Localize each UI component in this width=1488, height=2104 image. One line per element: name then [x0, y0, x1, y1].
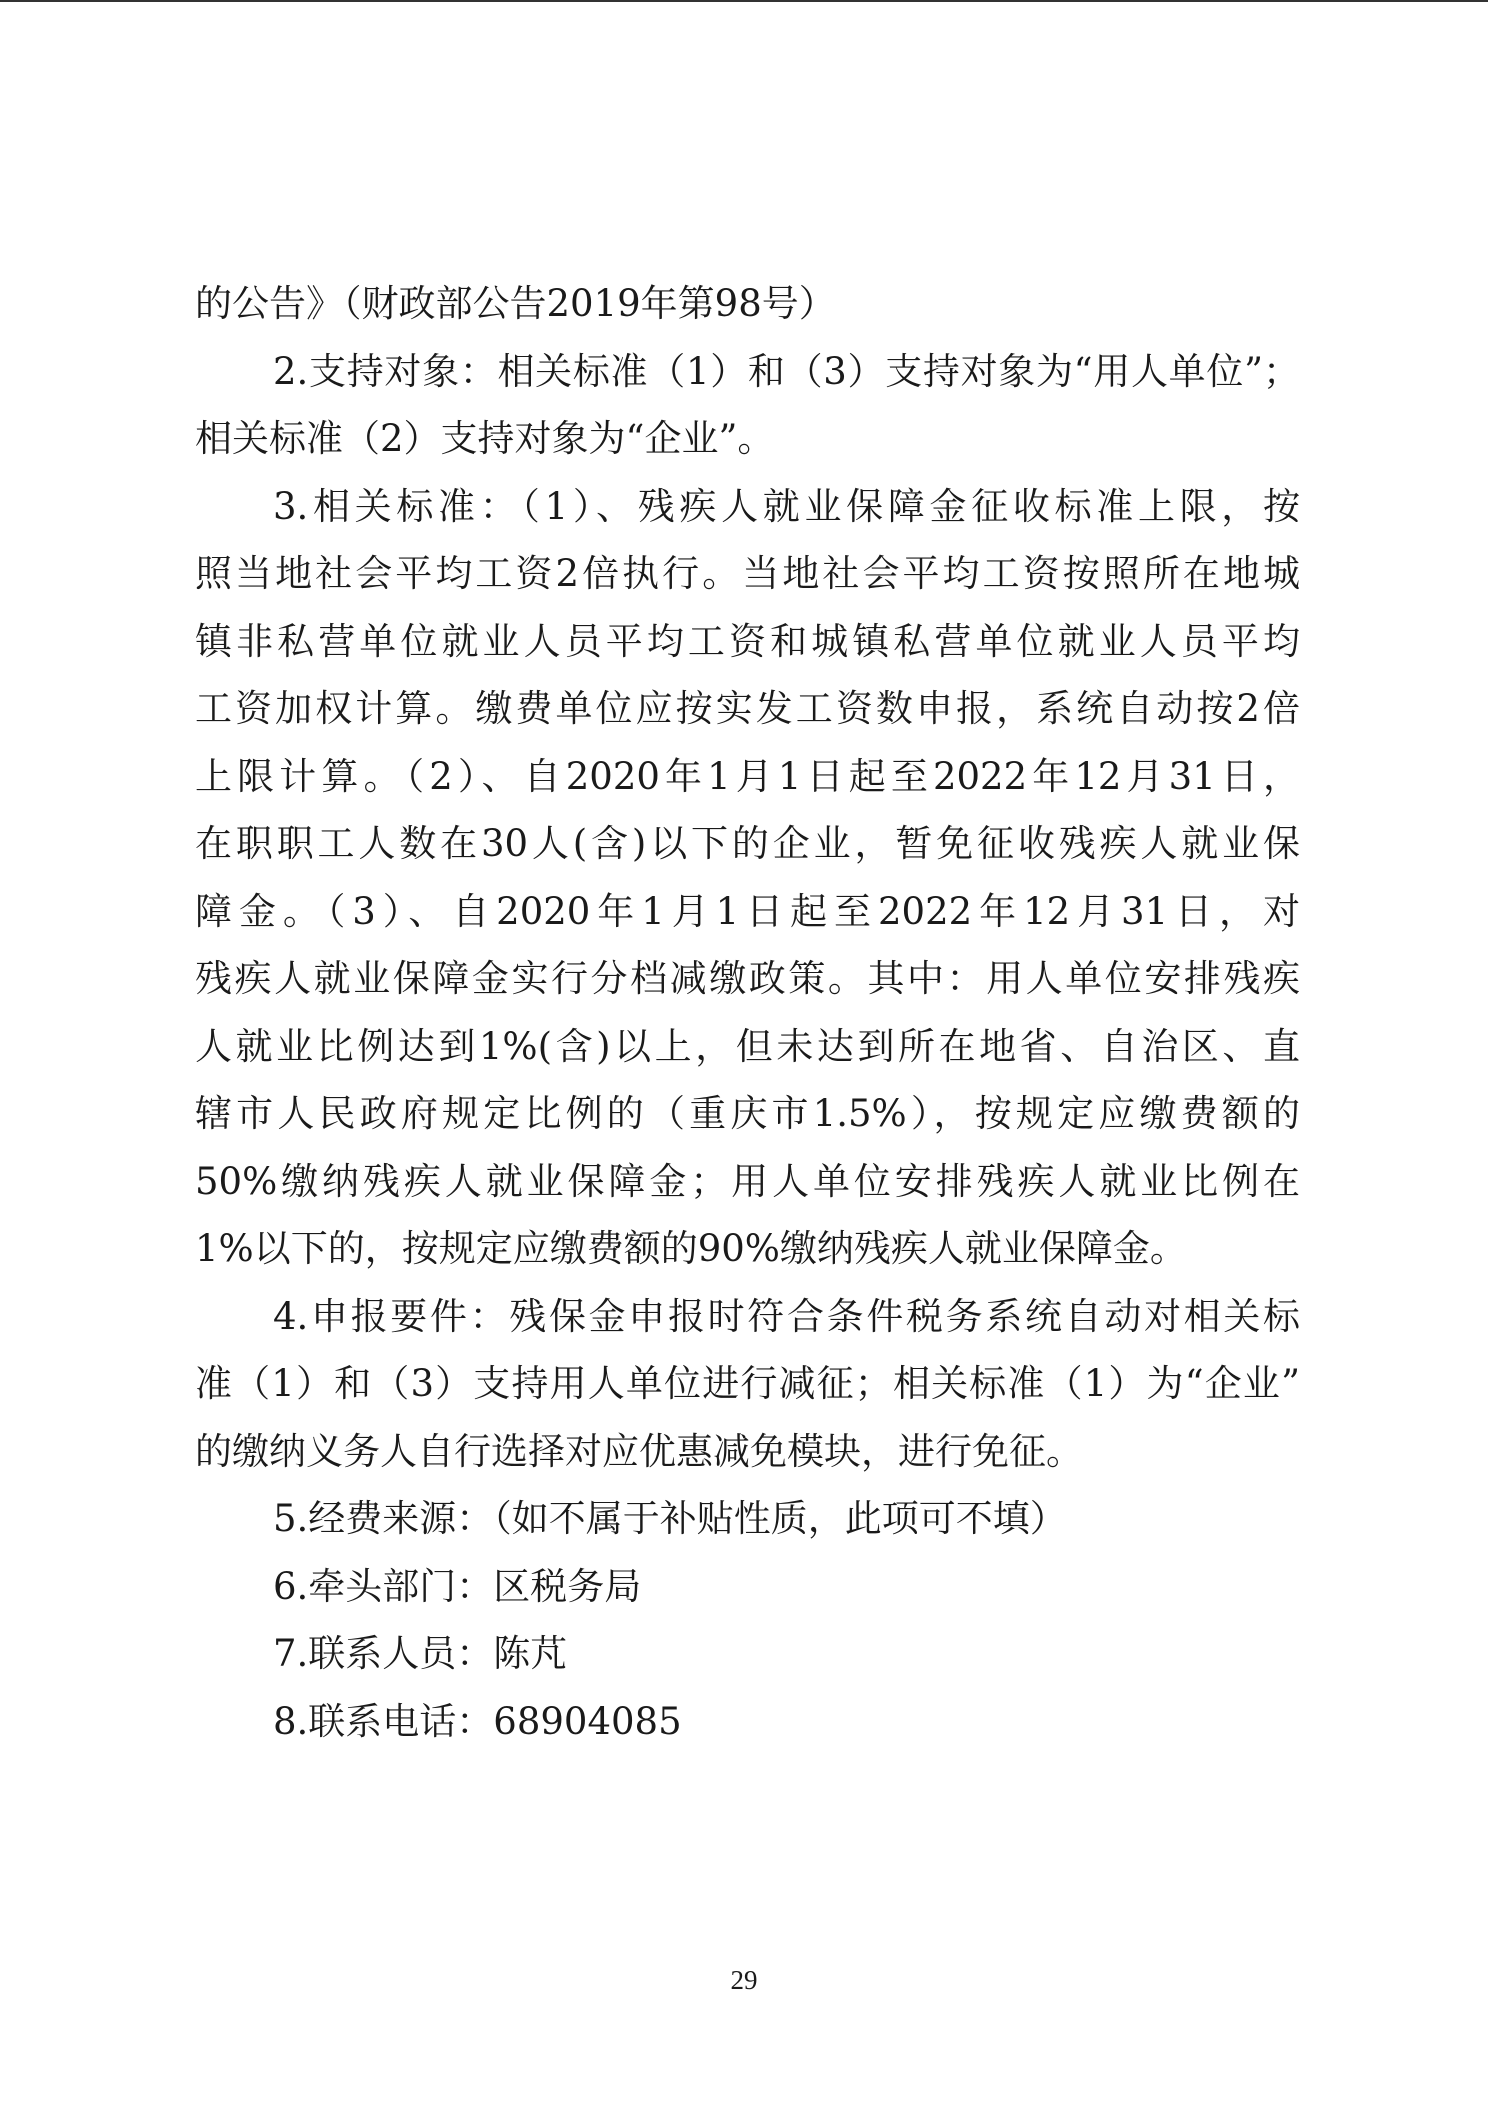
text-line-standards-11: 1%以下的，按规定应缴费额的90%缴纳残疾人就业保障金。 — [195, 1227, 1187, 1270]
text-line-filing-requirements-2: 准（1）和（3）支持用人单位进行减征；相关标准（1）为“企业” — [195, 1362, 1300, 1405]
text-line-filing-requirements-3: 的缴纳义务人自行选择对应优惠减免模块，进行免征。 — [195, 1429, 1083, 1473]
text-line-standards-1: 照当地社会平均工资2倍执行。当地社会平均工资按照所在地城 — [195, 552, 1300, 595]
text-line-funding-source: 5.经费来源：（如不属于补贴性质，此项可不填） — [273, 1497, 1067, 1540]
text-line-standards-2: 镇非私营单位就业人员平均工资和城镇私营单位就业人员平均 — [195, 619, 1300, 663]
text-line-contact-person: 7.联系人员：陈芃 — [273, 1632, 568, 1675]
text-line-standards-9: 辖市人民政府规定比例的（重庆市1.5%），按规定应缴费额的 — [195, 1092, 1300, 1135]
text-line-standards-7: 残疾人就业保障金实行分档减缴政策。其中：用人单位安排残疾 — [195, 957, 1300, 1000]
text-line-standards-5: 在职职工人数在30人(含)以下的企业，暂免征收残疾人就业保 — [195, 822, 1300, 865]
text-line-filing-requirements: 4.申报要件：残保金申报时符合条件税务系统自动对相关标 — [273, 1294, 1300, 1338]
text-line-lead-department: 6.牵头部门：区税务局 — [273, 1564, 642, 1608]
top-border-line — [0, 0, 1488, 2]
page-number: 29 — [730, 1965, 758, 1995]
text-line-standards-3: 工资加权计算。缴费单位应按实发工资数申报，系统自动按2倍 — [195, 687, 1300, 730]
text-line-standards-6: 障金。（3）、自2020年1月1日起至2022年12月31日，对 — [195, 889, 1300, 933]
text-line-support-target-cont: 相关标准（2）支持对象为“企业”。 — [195, 417, 775, 460]
document-body — [195, 270, 1300, 1755]
text-line-basis-continuation: 的公告》（财政部公告2019年第98号） — [195, 282, 836, 325]
text-line-standards-8: 人就业比例达到1%(含)以上，但未达到所在地省、自治区、直 — [195, 1024, 1300, 1068]
text-line-support-target: 2.支持对象：相关标准（1）和（3）支持对象为“用人单位”； — [273, 349, 1300, 393]
text-line-contact-phone: 8.联系电话：68904085 — [273, 1699, 682, 1743]
text-line-standards-4: 上限计算。（2）、自2020年1月1日起至2022年12月31日， — [195, 754, 1300, 798]
text-line-standards-heading: 3.相关标准：（1）、残疾人就业保障金征收标准上限，按 — [273, 484, 1300, 528]
text-line-standards-10: 50%缴纳残疾人就业保障金；用人单位安排残疾人就业比例在 — [195, 1159, 1300, 1203]
